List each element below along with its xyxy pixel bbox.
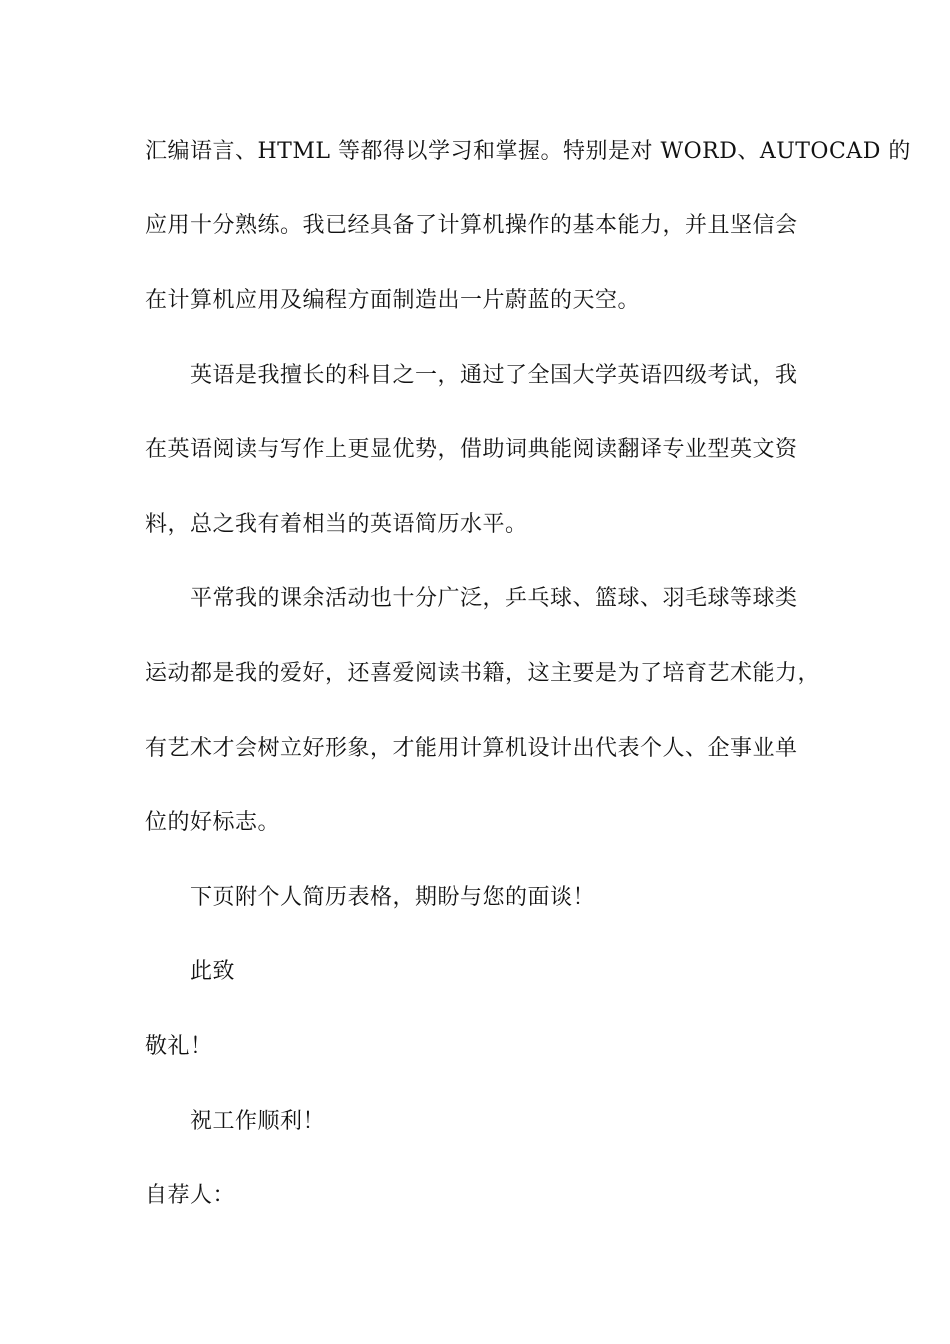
paragraph-line: 在英语阅读与写作上更显优势，借助词典能阅读翻译专业型英文资 (145, 437, 798, 462)
paragraph-line: 英语是我擅长的科目之一，通过了全国大学英语四级考试，我 (190, 363, 798, 388)
paragraph-line: 运动都是我的爱好，还喜爱阅读书籍，这主要是为了培育艺术能力， (145, 661, 821, 686)
salutation-line: 敬礼！ (145, 1034, 213, 1059)
paragraph-line: 汇编语言、HTML 等都得以学习和掌握。特别是对 WORD、AUTOCAD 的 (145, 139, 911, 164)
signature-line: 自荐人： (145, 1183, 236, 1208)
salutation-line: 此致 (190, 959, 236, 984)
paragraph-line: 位的好标志。 (145, 810, 281, 835)
paragraph-line: 料，总之我有着相当的英语简历水平。 (145, 512, 528, 537)
paragraph-line: 在计算机应用及编程方面制造出一片蔚蓝的天空。 (145, 288, 641, 313)
paragraph-line: 有艺术才会树立好形象，才能用计算机设计出代表个人、企事业单 (145, 736, 798, 761)
wishes-line: 祝工作顺利！ (190, 1109, 326, 1134)
paragraph-line: 应用十分熟练。我已经具备了计算机操作的基本能力，并且坚信会 (145, 213, 798, 238)
paragraph-line: 平常我的课余活动也十分广泛，乒乓球、篮球、羽毛球等球类 (190, 586, 798, 611)
closing-line: 下页附个人简历表格，期盼与您的面谈！ (190, 885, 596, 910)
